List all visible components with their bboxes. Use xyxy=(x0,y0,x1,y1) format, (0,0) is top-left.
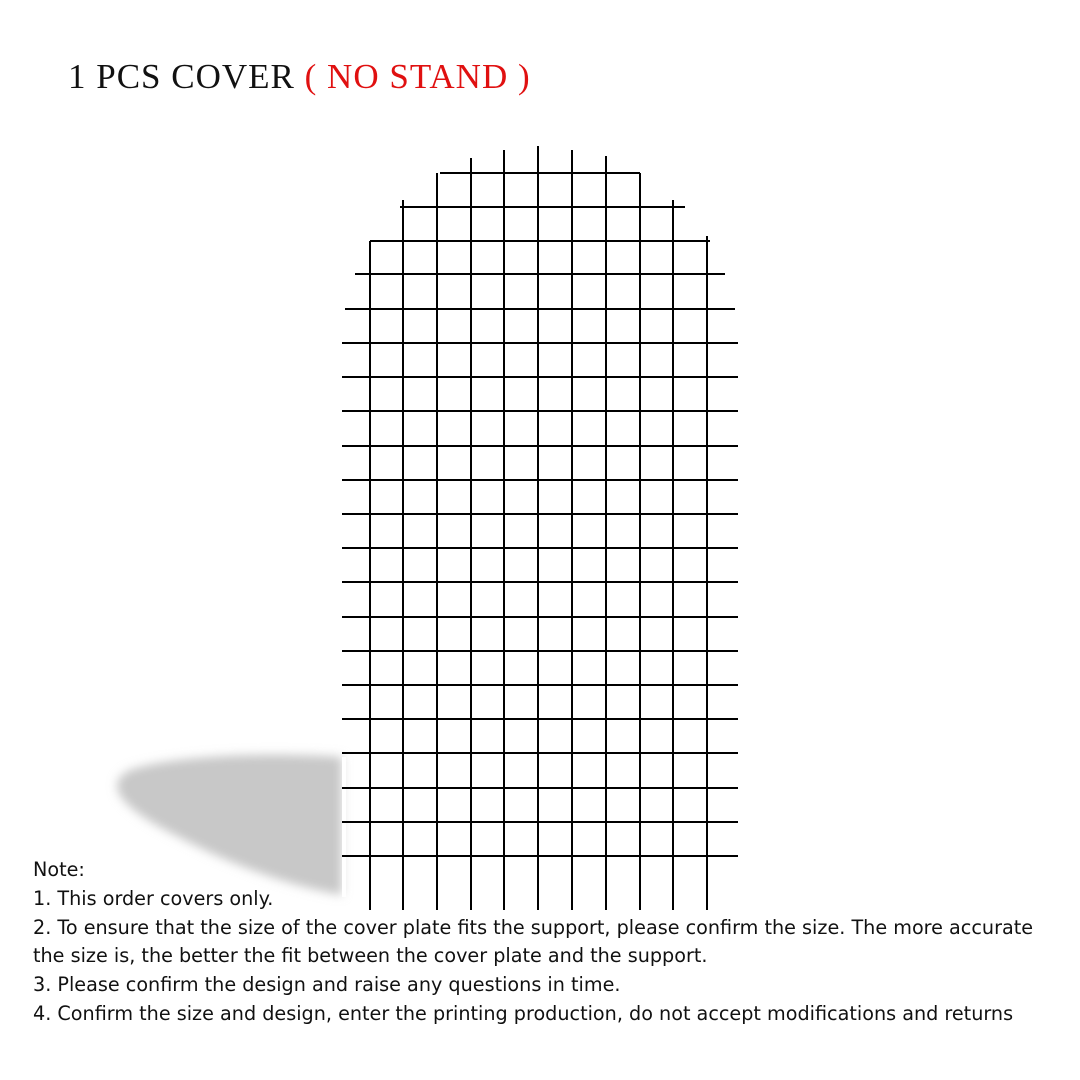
note-item-2: 2. To ensure that the size of the cover plate fits the support, please confirm the size. The more accurate the size is, the better the fit between the cover plate and the support. xyxy=(33,915,1034,968)
note-heading: Note: xyxy=(33,858,85,881)
note-section xyxy=(33,856,1063,1029)
note-item-1: 1. This order covers only. xyxy=(33,886,274,910)
title-main: 1 PCS COVER xyxy=(68,57,295,96)
title-no-stand: ( NO STAND ) xyxy=(304,57,531,96)
grid-lines xyxy=(342,146,738,910)
note-item-3: 3. Please confirm the design and raise any questions in time. xyxy=(33,973,621,997)
note-item-4: 4. Confirm the size and design, enter the printing production, do not accept modifications and returns xyxy=(33,1001,1014,1025)
